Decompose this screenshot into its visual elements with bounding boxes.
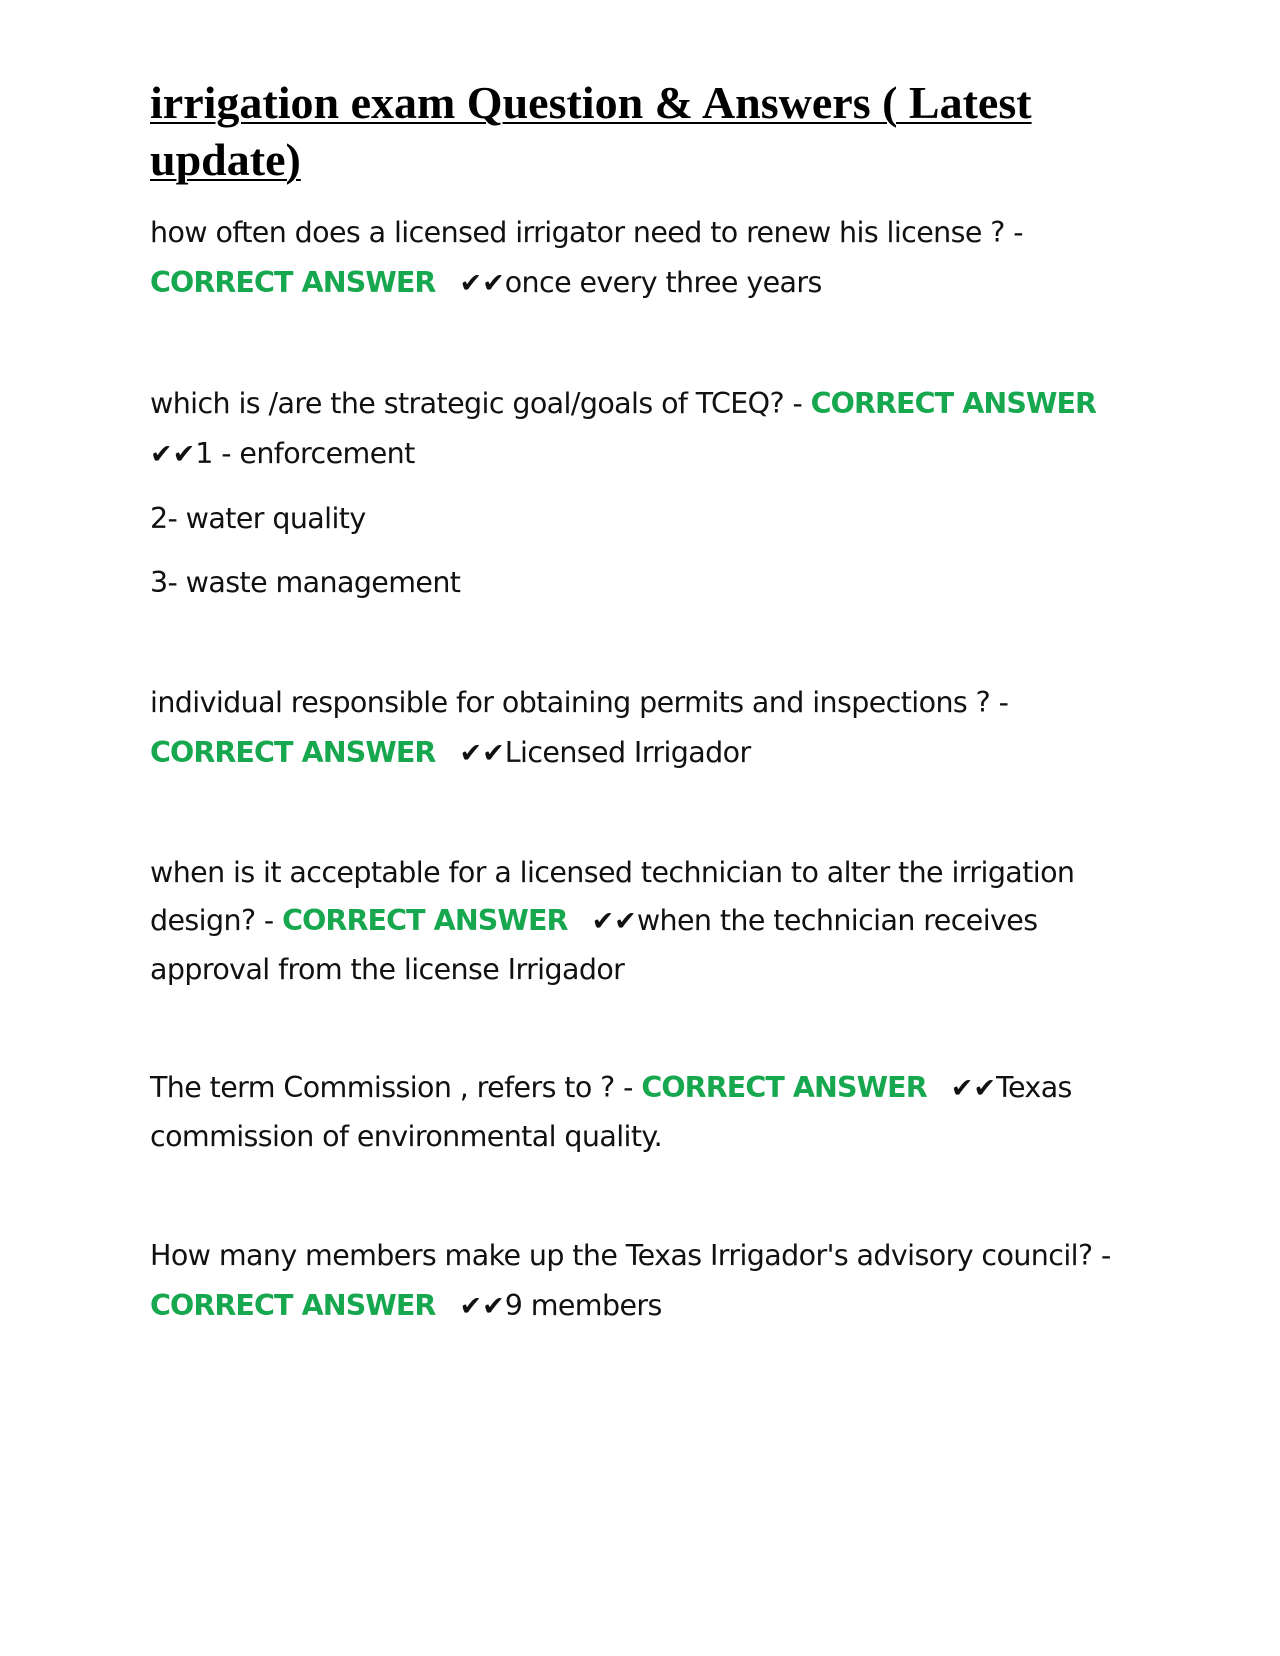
checkmark-icon: ✔✔ bbox=[459, 268, 505, 299]
checkmark-icon: ✔✔ bbox=[459, 1291, 505, 1322]
question-text: when is it acceptable for a licensed technician to alter the irrigation design? - bbox=[150, 856, 1075, 937]
answer-text: Texas commission of environmental quality. bbox=[150, 1071, 1072, 1153]
qa-item bbox=[150, 208, 1140, 309]
correct-answer-label: CORRECT ANSWER bbox=[150, 1289, 436, 1322]
correct-answer-label: CORRECT ANSWER bbox=[150, 266, 436, 299]
answer-text: 9 members bbox=[504, 1289, 662, 1322]
qa-item bbox=[150, 379, 1140, 480]
checkmark-icon: ✔✔ bbox=[950, 1073, 997, 1104]
correct-answer-label: CORRECT ANSWER bbox=[810, 387, 1097, 420]
answer-list-item: 2- water quality bbox=[150, 502, 366, 535]
qa-item bbox=[150, 678, 1140, 779]
correct-answer-label: CORRECT ANSWER bbox=[282, 904, 568, 937]
question-text: how often does a licensed irrigator need to renew his license ? - bbox=[150, 216, 1023, 249]
checkmark-icon: ✔✔ bbox=[459, 738, 505, 769]
answer-text: Licensed Irrigador bbox=[504, 736, 751, 769]
qa-item bbox=[150, 1231, 1140, 1332]
answer-text: once every three years bbox=[504, 266, 822, 299]
qa-item bbox=[150, 849, 1140, 994]
correct-answer-label: CORRECT ANSWER bbox=[150, 736, 436, 769]
correct-answer-label: CORRECT ANSWER bbox=[641, 1071, 927, 1104]
answer-text: 1 - enforcement bbox=[195, 437, 415, 470]
question-text: individual responsible for obtaining permits and inspections ? - bbox=[150, 686, 1009, 719]
question-text: How many members make up the Texas Irrigador's advisory council? - bbox=[150, 1239, 1111, 1272]
question-text: The term Commission , refers to ? - bbox=[150, 1071, 633, 1104]
qa-item bbox=[150, 1064, 1140, 1161]
document-page bbox=[150, 74, 1140, 1332]
question-text: which is /are the strategic goal/goals of TCEQ? - bbox=[150, 387, 803, 420]
checkmark-icon: ✔✔ bbox=[591, 906, 637, 937]
document-title: irrigation exam Question & Answers ( Latest update) bbox=[150, 77, 1032, 185]
answer-list-item: 3- waste management bbox=[150, 566, 461, 599]
answer-text: when the technician receives approval from the license Irrigador bbox=[150, 904, 1038, 986]
checkmark-icon: ✔✔ bbox=[150, 439, 196, 470]
